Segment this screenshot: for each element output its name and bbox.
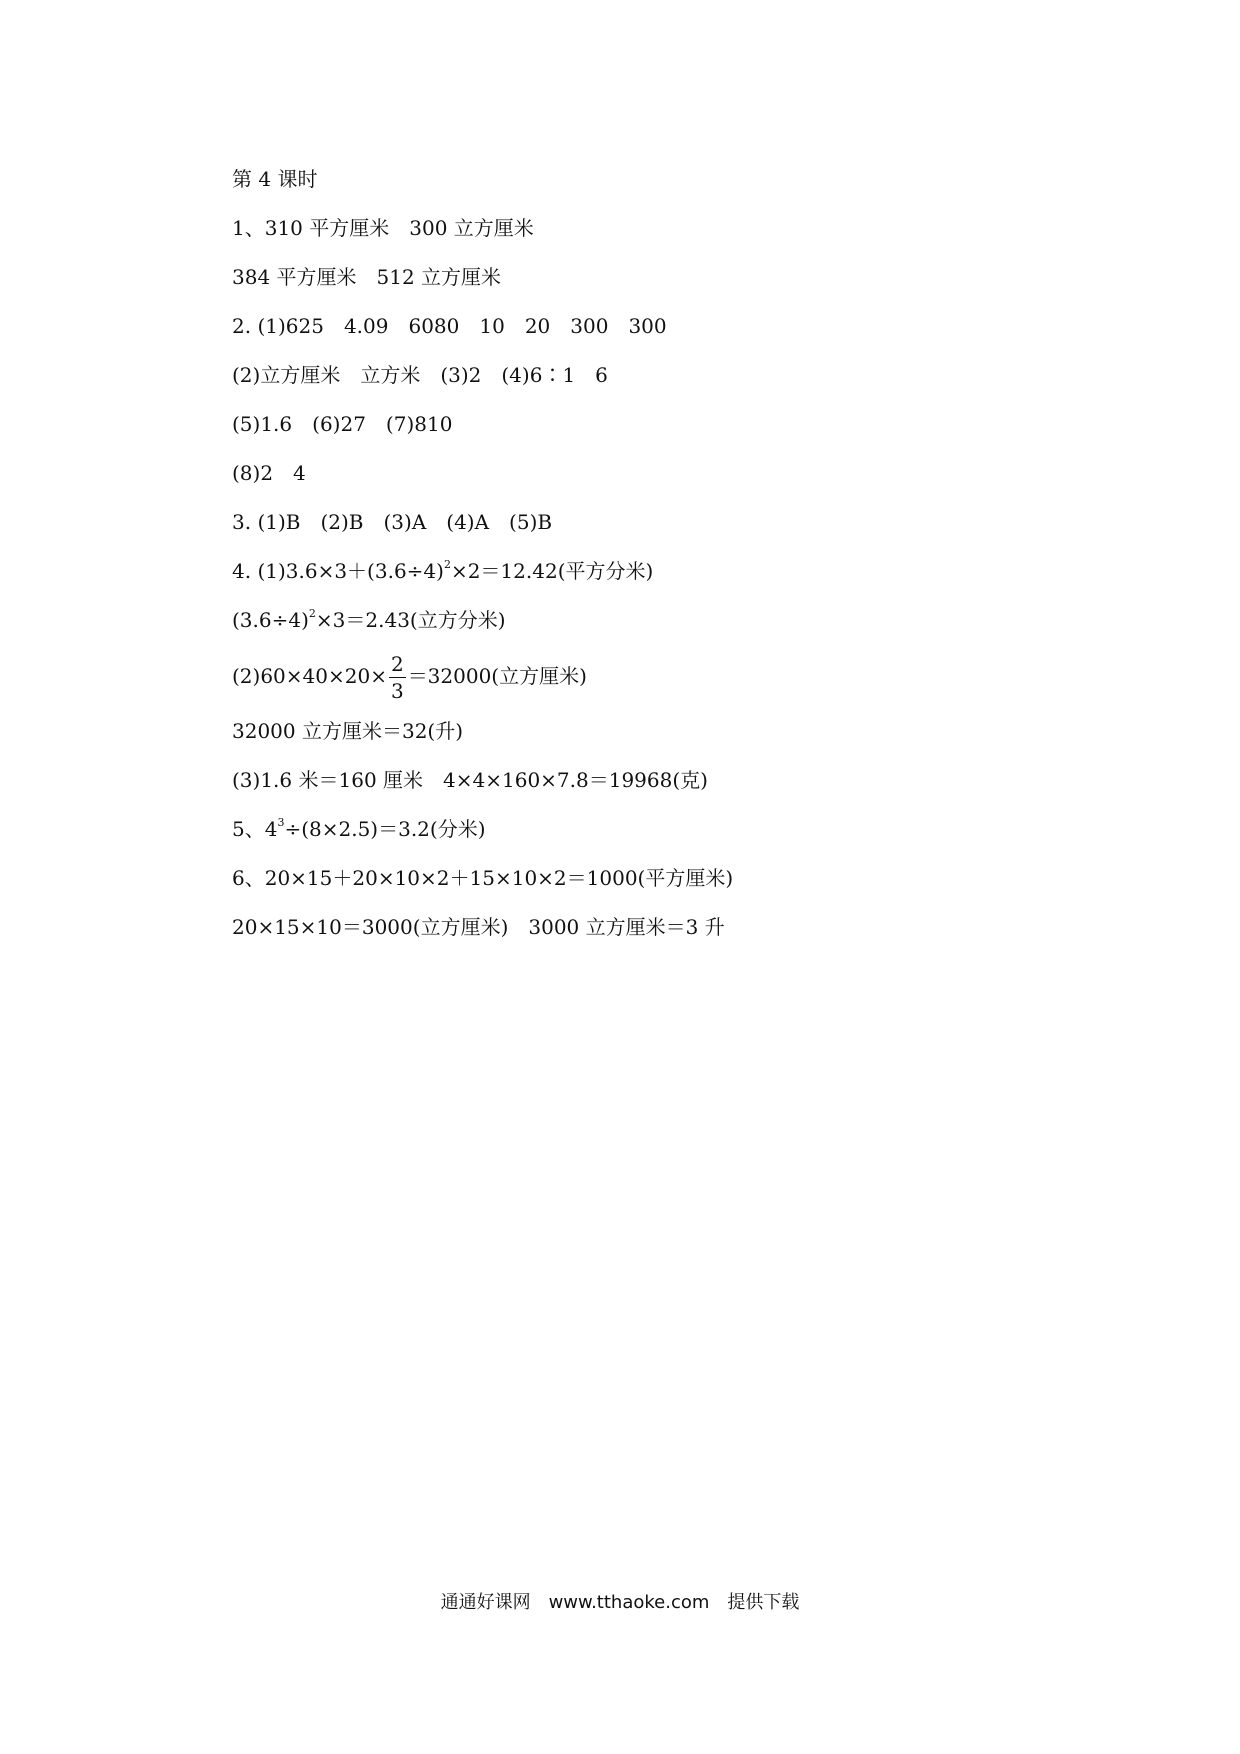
line-9-part-b: ×3＝2.43(立方分米): [315, 608, 506, 632]
answer-line-2: 384 平方厘米 512 立方厘米: [232, 265, 502, 289]
answer-line-9: [232, 596, 1032, 645]
line-8-part-b: ×2＝12.42(平方分米): [450, 559, 654, 583]
answer-line-6: (8)2 4: [232, 461, 306, 485]
page-footer: 通通好课网 www.tthaoke.com 提供下载: [440, 1592, 800, 1613]
answer-line-11: 32000 立方厘米＝32(升): [232, 719, 464, 743]
fraction-numerator: 2: [390, 652, 404, 676]
answer-line-15: 20×15×10＝3000(立方厘米) 3000 立方厘米＝3 升: [232, 915, 725, 939]
fraction: [389, 654, 406, 701]
answer-content: [232, 155, 1032, 952]
line-13-part-b: ÷(8×2.5)＝3.2(分米): [284, 817, 486, 841]
answer-line-13: [232, 805, 1032, 854]
answer-line-5: (5)1.6 (6)27 (7)810: [232, 412, 453, 436]
line-9-exponent: 2: [308, 607, 316, 620]
answer-line-14: 6、20×15＋20×10×2＋15×10×2＝1000(平方厘米): [232, 866, 734, 890]
lesson-heading: 第 4 课时: [232, 167, 318, 191]
line-10-part-b: ＝32000(立方厘米): [407, 664, 587, 688]
line-10-part-a: (2)60×40×20×: [232, 664, 387, 688]
line-8-exponent: 2: [443, 558, 451, 571]
line-13-part-a: 5、4: [232, 817, 278, 841]
answer-line-8: [232, 547, 1032, 596]
answer-line-7: 3. (1)B (2)B (3)A (4)A (5)B: [232, 510, 553, 534]
answer-line-12: (3)1.6 米＝160 厘米 4×4×160×7.8＝19968(克): [232, 768, 708, 792]
answer-line-10: [232, 645, 1032, 707]
answer-line-4: (2)立方厘米 立方米 (3)2 (4)6∶1 6: [232, 363, 608, 387]
fraction-denominator: 3: [390, 679, 404, 703]
answer-line-3: 2. (1)625 4.09 6080 10 20 300 300: [232, 314, 667, 338]
line-8-part-a: 4. (1)3.6×3＋(3.6÷4): [232, 559, 444, 583]
answer-line-1: 1、310 平方厘米 300 立方厘米: [232, 216, 534, 240]
line-13-exponent: 3: [277, 816, 285, 829]
line-9-part-a: (3.6÷4): [232, 608, 309, 632]
